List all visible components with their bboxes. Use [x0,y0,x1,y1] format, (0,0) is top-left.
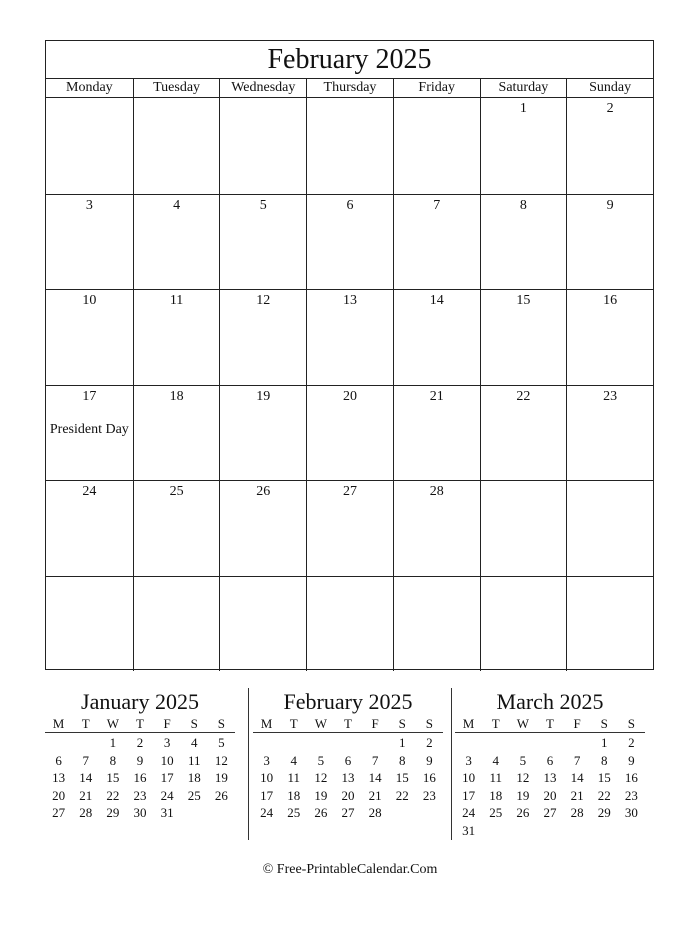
day-cell [219,98,306,194]
day-cell [566,289,653,385]
mini-day [455,734,482,752]
mini-day [280,734,307,752]
day-cell [393,576,480,672]
mini-day: 15 [395,770,409,785]
mini-day: 1 [601,735,608,750]
mini-weekday-label: S [627,716,636,731]
day-number: 10 [82,293,97,308]
mini-day: 11 [489,770,502,785]
mini-day [72,734,99,752]
day-cell [306,289,393,385]
mini-day: 7 [573,752,581,768]
day-cell [566,480,653,576]
mini-day: 17 [462,787,476,803]
day-cell [46,385,133,481]
day-number: 1 [519,101,527,116]
mini-day: 8 [601,752,608,768]
day-cell [133,480,220,576]
day-number: 5 [259,197,267,213]
mini-day [307,734,334,752]
mini-day [253,734,280,752]
mini-day: 24 [462,805,476,820]
mini-day [416,804,443,822]
mini-day: 11 [188,752,201,768]
day-number: 13 [342,293,357,308]
day-cell [46,194,133,290]
mini-day: 23 [422,787,436,803]
mini-calendar-february [253,688,443,822]
day-number: 27 [342,484,357,499]
day-cell [393,480,480,576]
weekday-header: Tuesday [133,79,220,97]
mini-day: 12 [314,770,328,785]
mini-day: 8 [399,752,406,768]
mini-day: 24 [260,805,274,820]
day-cell [133,194,220,290]
mini-day: 27 [543,805,557,820]
mini-day: 2 [628,735,635,750]
mini-day: 5 [317,752,325,768]
mini-day: 29 [106,805,120,820]
day-number: 16 [603,293,618,308]
mini-weekday-label: T [289,716,298,731]
day-cell [133,576,220,672]
weekday-header: Friday [393,79,480,97]
mini-weekday-label: M [52,716,65,731]
mini-weekday-label: S [190,716,198,731]
mini-day: 22 [106,787,120,803]
mini-day [208,804,235,822]
mini-day [509,734,536,752]
mini-day: 28 [79,805,93,820]
mini-weekday-label: W [106,716,119,731]
day-cell [219,480,306,576]
mini-day: 21 [570,787,584,803]
day-cell [480,576,567,672]
mini-weekday-label: T [344,716,352,731]
day-cell [393,289,480,385]
mini-day: 10 [260,770,274,785]
mini-day: 16 [133,770,147,785]
mini-day: 3 [163,735,171,750]
day-cell [219,576,306,672]
day-cell [46,480,133,576]
mini-day: 25 [489,805,503,820]
holiday-note: President Day [49,421,129,437]
day-cell [306,385,393,481]
day-number: 3 [85,197,93,213]
day-cell [480,194,567,290]
mini-day: 26 [214,787,228,803]
day-number: 15 [516,293,531,308]
mini-day [564,734,591,752]
day-number: 2 [606,101,614,116]
mini-day-grid [455,734,645,839]
day-number: 8 [519,197,527,213]
mini-day: 20 [52,787,66,803]
mini-day: 22 [395,787,409,803]
mini-weekday-row [253,716,443,733]
mini-day [509,822,536,840]
day-number: 18 [169,388,184,404]
day-cell [566,98,653,194]
mini-day: 14 [570,770,584,785]
weekday-header: Saturday [480,79,567,97]
day-cell [393,385,480,481]
day-number: 23 [603,388,618,404]
mini-calendars [45,688,654,840]
mini-day: 31 [462,822,476,838]
mini-day: 20 [341,787,355,803]
mini-day: 3 [465,752,472,768]
weekday-header-row [46,79,653,98]
weekday-header: Sunday [566,79,653,97]
mini-day [564,822,591,840]
mini-day: 18 [287,787,301,803]
mini-weekday-label: W [314,716,327,731]
calendar-title: February 2025 [46,41,653,79]
mini-day: 1 [109,735,117,750]
mini-day: 23 [133,787,147,803]
divider [248,688,249,840]
day-cell [46,576,133,672]
day-cell [306,480,393,576]
mini-day: 13 [341,770,355,785]
mini-day: 9 [136,752,144,768]
day-cell [133,289,220,385]
mini-day [45,734,72,752]
mini-day: 25 [187,787,201,803]
mini-day: 3 [263,752,270,768]
day-number: 14 [429,293,444,308]
mini-calendar-title: January 2025 [81,689,199,714]
mini-weekday-label: T [81,716,90,731]
mini-weekday-label: S [600,716,608,731]
mini-day: 21 [368,787,382,803]
mini-day: 20 [543,787,557,803]
day-number: 6 [346,197,354,213]
mini-day: 27 [52,805,66,820]
mini-day: 31 [160,805,174,820]
mini-day: 17 [160,770,174,785]
day-cell [306,98,393,194]
weekday-header: Thursday [306,79,393,97]
mini-day [181,804,208,822]
day-cell [566,194,653,290]
day-number: 22 [516,388,531,404]
day-cell [133,385,220,481]
mini-day [334,734,361,752]
mini-day: 18 [187,770,201,785]
mini-day: 15 [106,770,120,785]
mini-weekday-label: F [573,716,581,731]
mini-day: 29 [597,805,611,820]
day-cell [393,98,480,194]
day-cell [480,289,567,385]
mini-weekday-label: T [136,716,144,731]
mini-day: 6 [55,752,62,768]
mini-day: 7 [371,752,379,768]
mini-day: 14 [368,770,382,785]
day-number: 9 [606,197,614,213]
day-number: 28 [429,484,444,499]
mini-day: 2 [136,735,144,750]
mini-calendar-title: March 2025 [496,689,604,714]
mini-day: 16 [624,770,638,785]
mini-calendar-title: February 2025 [283,689,413,714]
day-grid [46,98,653,671]
day-number: 7 [433,197,441,213]
mini-day: 22 [597,787,611,803]
mini-calendar-january [45,688,235,822]
mini-day: 5 [218,735,225,750]
mini-day: 28 [570,805,584,820]
mini-day: 28 [368,805,382,820]
day-cell [46,98,133,194]
day-cell [480,480,567,576]
mini-day: 9 [628,752,635,768]
day-cell [133,98,220,194]
mini-day: 24 [160,787,174,803]
day-cell [219,194,306,290]
mini-calendar-march [455,688,645,839]
mini-day: 11 [287,770,300,785]
mini-day: 10 [160,752,174,768]
mini-day: 9 [426,752,433,768]
mini-day: 23 [624,787,638,803]
mini-day-grid [253,734,443,822]
day-number: 11 [169,293,184,308]
mini-day: 5 [519,752,527,768]
mini-weekday-label: T [491,716,500,731]
mini-day: 6 [344,752,352,768]
weekday-header: Wednesday [219,79,306,97]
mini-day [618,822,645,840]
weekday-header: Monday [66,80,113,95]
divider [451,688,452,840]
mini-day: 4 [191,735,198,750]
day-cell [480,98,567,194]
mini-day: 10 [462,770,476,785]
mini-weekday-label: F [371,716,379,731]
mini-day: 13 [52,770,66,785]
day-number: 19 [256,388,271,404]
mini-day: 12 [516,770,530,785]
day-number: 4 [173,197,181,213]
mini-weekday-label: W [516,716,529,731]
mini-day: 26 [516,805,530,820]
day-cell [566,385,653,481]
day-number: 17 [82,388,97,404]
day-cell [566,576,653,672]
mini-weekday-label: S [425,716,434,731]
mini-day: 12 [214,752,228,768]
mini-day: 7 [82,752,89,768]
mini-weekday-label: S [217,716,226,731]
mini-weekday-label: S [398,716,406,731]
day-cell [219,289,306,385]
mini-day [536,822,563,840]
mini-day: 30 [133,805,147,820]
day-number: 20 [342,388,357,404]
footer-credit: © Free-PrintableCalendar.Com [262,862,438,877]
mini-day-grid [45,734,235,822]
mini-day: 4 [492,752,499,768]
mini-day [362,734,389,752]
mini-day: 19 [314,787,328,803]
day-cell [306,576,393,672]
mini-day [591,822,618,840]
mini-day: 6 [546,752,554,768]
mini-day: 2 [426,735,433,750]
mini-day: 19 [214,770,228,785]
mini-weekday-label: M [462,716,475,731]
mini-day: 13 [543,770,557,785]
mini-day: 25 [287,805,301,820]
mini-day: 30 [624,805,638,820]
day-cell [306,194,393,290]
day-number: 12 [256,293,271,308]
day-number: 26 [256,484,271,499]
day-number: 25 [169,484,184,499]
mini-day: 8 [109,752,117,768]
day-number: 21 [429,388,444,404]
mini-day: 14 [79,770,93,785]
mini-weekday-label: F [163,716,171,731]
mini-weekday-row [45,716,235,733]
mini-day: 21 [79,787,93,803]
day-cell [393,194,480,290]
mini-day: 16 [422,770,436,785]
mini-day: 26 [314,805,328,820]
mini-weekday-label: T [546,716,554,731]
mini-weekday-label: M [260,716,273,731]
mini-weekday-row [455,716,645,733]
mini-day: 18 [489,787,503,803]
mini-day [482,822,509,840]
mini-day: 4 [290,752,297,768]
mini-day [389,804,416,822]
mini-day [536,734,563,752]
day-number: 24 [82,484,97,499]
mini-day [482,734,509,752]
mini-day: 27 [341,805,355,820]
day-cell [480,385,567,481]
day-cell [219,385,306,481]
month-calendar [45,40,654,670]
mini-day: 15 [597,770,611,785]
mini-day: 19 [516,787,530,803]
mini-day: 17 [260,787,274,803]
mini-day: 1 [399,735,406,750]
day-cell [46,289,133,385]
